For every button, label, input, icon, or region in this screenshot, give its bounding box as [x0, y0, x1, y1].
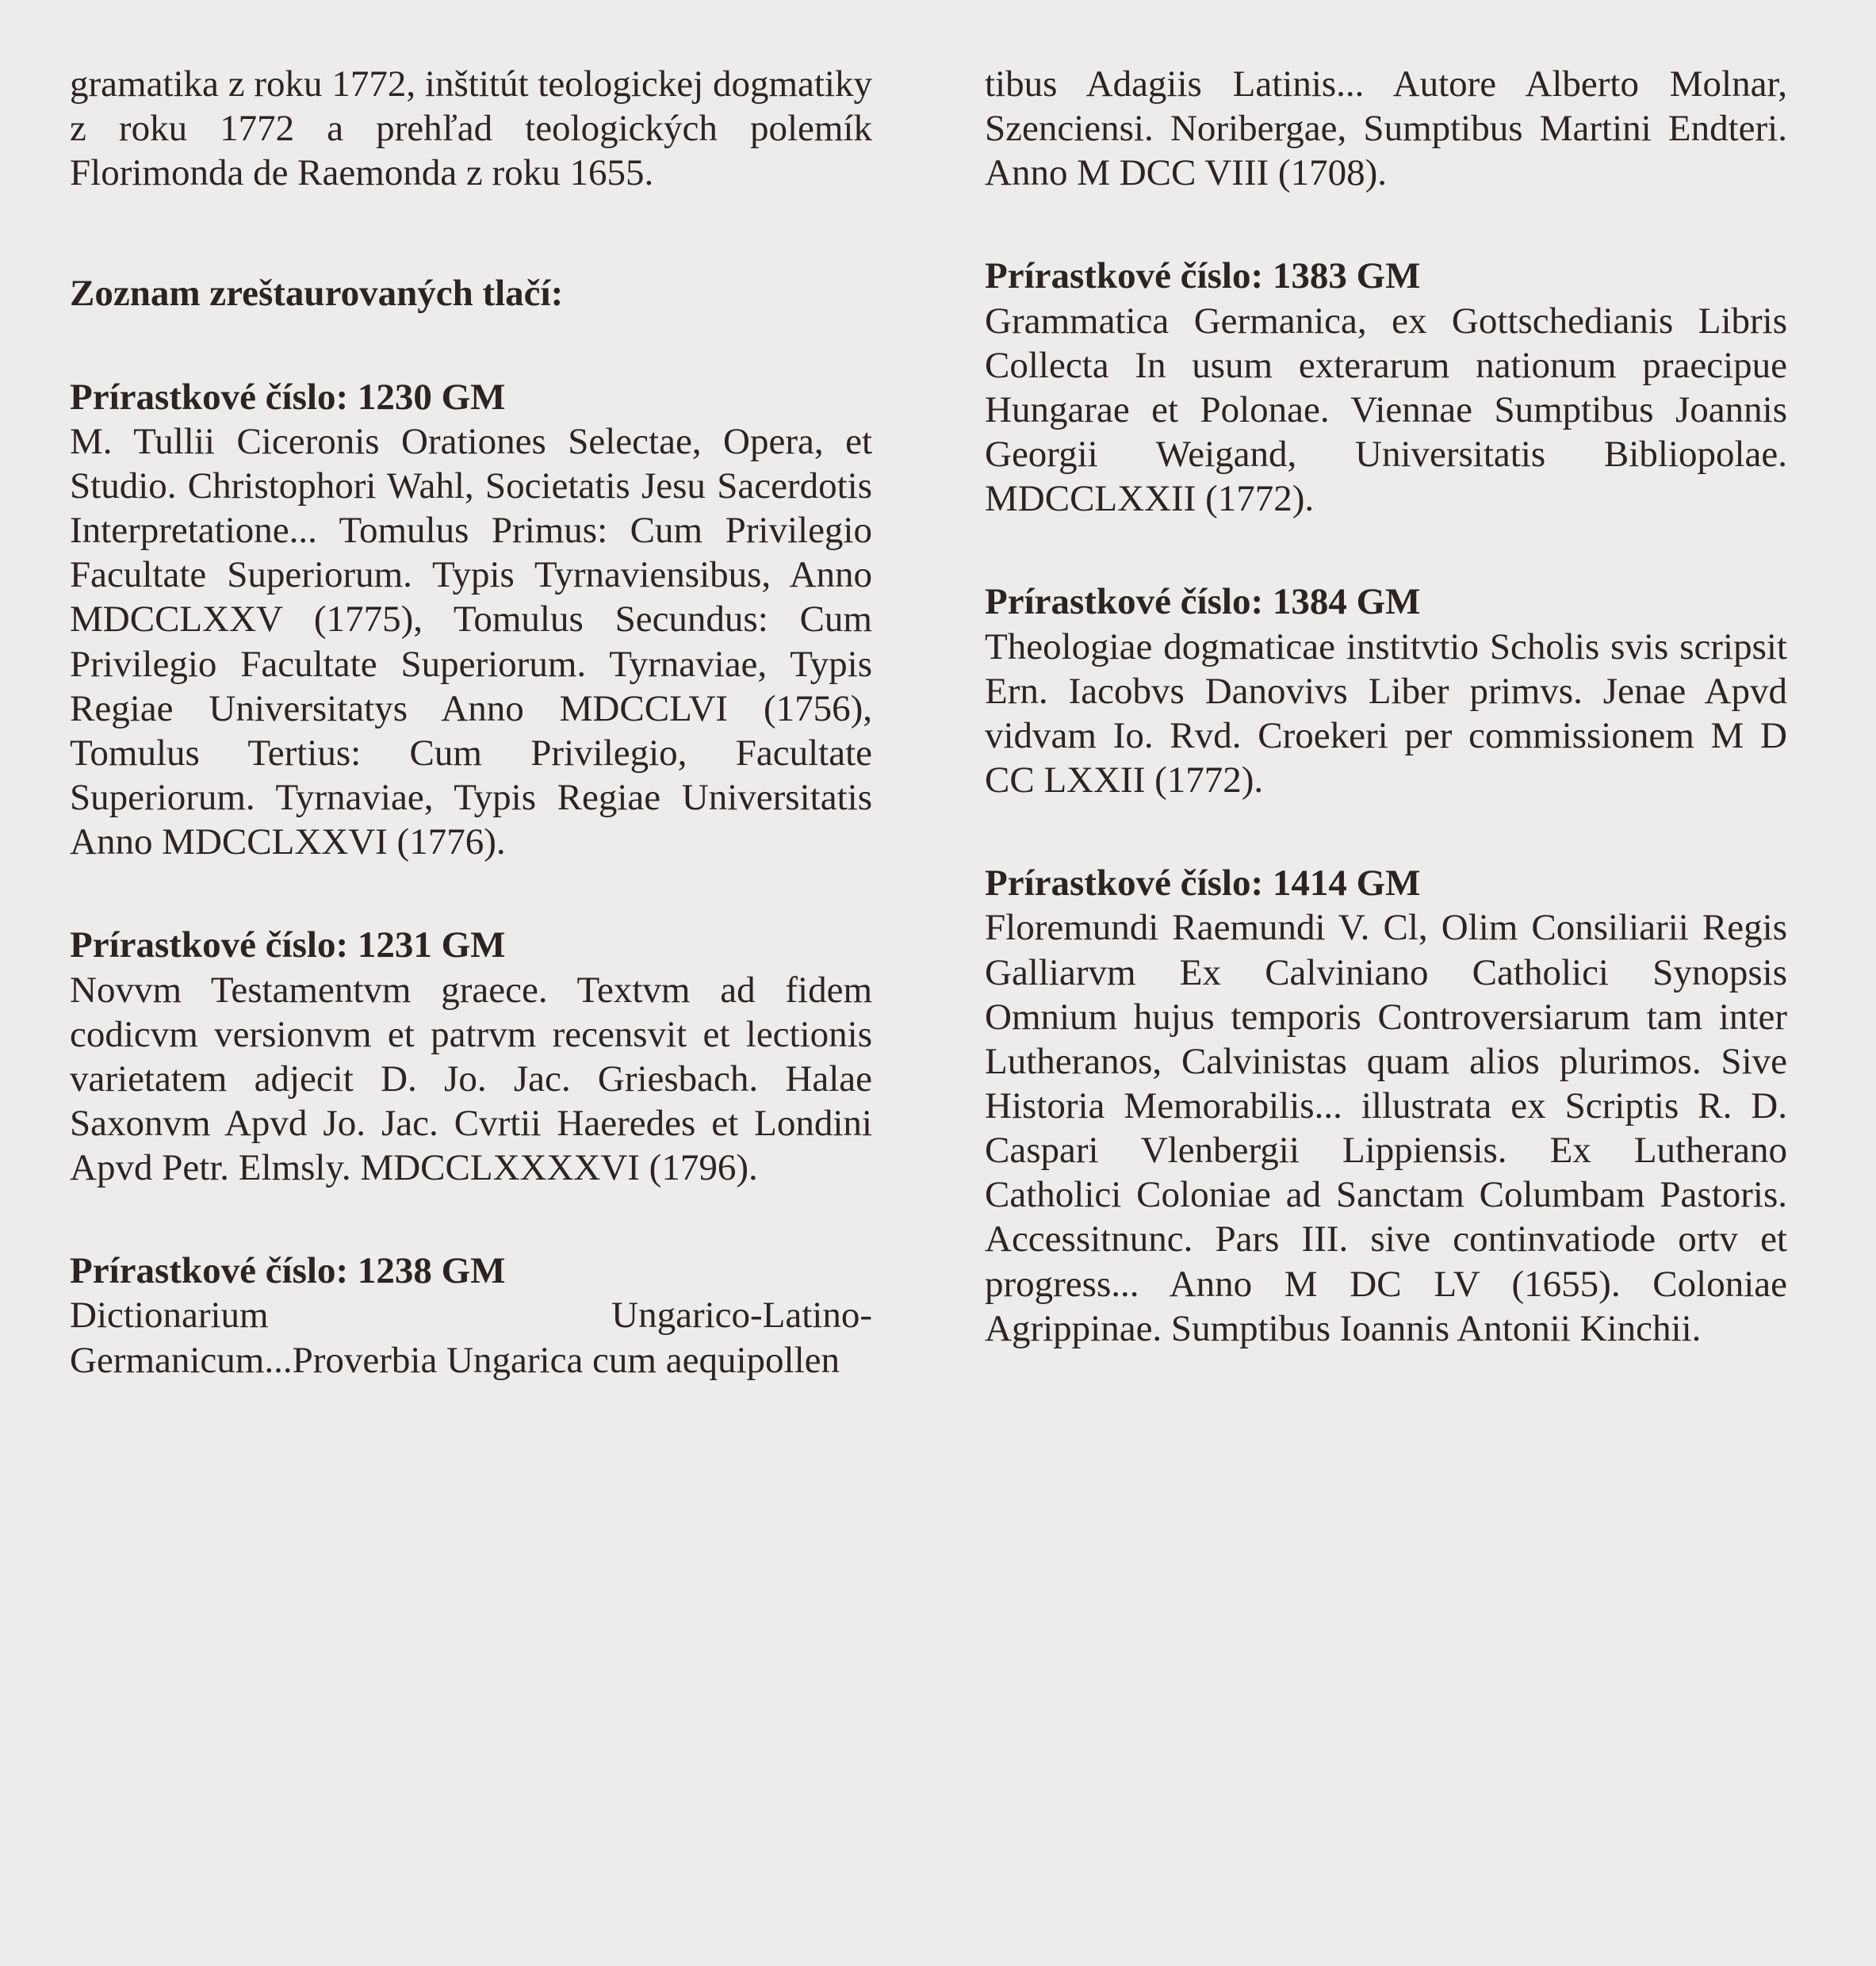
catalog-entry — [985, 254, 1787, 521]
section-title: Zoznam zreštaurovaných tlačí: — [70, 273, 564, 315]
left-column — [70, 62, 872, 1918]
entry-text: Novvm Testamentvm graece. Textvm ad fidem codicvm versionvm et patrvm recensvit et lectionis varietatem adjecit D. Jo. Jac. Griesbach. Halae Saxonvm Apvd Jo. Jac. Cvrtii Haeredes et Londini Apvd Petr. Elmsly. MDCCLXXXXVI (1796). — [70, 969, 872, 1189]
spacer — [985, 521, 1787, 579]
entry-heading: Prírastkové číslo: 1414 GM — [985, 863, 1421, 905]
entry-text: Dictionarium Ungarico-Latino-Germanicum...Proverbia Ungarica cum aequipollen — [70, 1295, 872, 1381]
catalog-entry — [985, 861, 1787, 1351]
entry-text: M. Tullii Ciceronis Orationes Selectae, Opera, et Studio. Christophori Wahl, Societatis Jesu Sacerdotis Interpretatione... Tomulus Primus: Cum Privilegio Facultate Superiorum. Typis Tyrnaviensibus, Anno MDCCLXXV (1775), Tomulus Secundus: Cum Privilegio Facultate Superiorum. Tyrnaviae, Typis Regiae Universitatys Anno MDCCLVI (1756), Tomulus Tertius: Cum Privilegio, Facultate Superiorum. Tyrnaviae, Typis Regiae Universitatis Anno MDCCLXXVI (1776). — [70, 420, 872, 863]
continuation-paragraph: tibus Adagiis Latinis... Autore Alberto Molnar, Szenciensi. Noribergae, Sumptibus Martini Endteri. Anno M DCC VIII (1708). — [985, 63, 1787, 194]
spacer — [70, 316, 872, 375]
spacer — [70, 864, 872, 923]
intro-paragraph: gramatika z roku 1772, inštitút teologickej dogmatiky z roku 1772 a prehľad teologických polemík Florimonda de Raemonda z roku 1655. — [70, 63, 872, 194]
entry-text: Theologiae dogmaticae institvtio Scholis svis scripsit Ern. Iacobvs Danovivs Liber primvs. Jenae Apvd vidvam Io. Rvd. Croekeri per commissionem M D CC LXXII (1772). — [985, 625, 1787, 801]
entry-heading: Prírastkové číslo: 1383 GM — [985, 255, 1421, 297]
entry-text: Floremundi Raemundi V. Cl, Olim Consiliarii Regis Galliarvm Ex Calviniano Catholici Synopsis Omnium hujus temporis Controversiarum tam inter Lutheranos, Calvinistas quam alios plurimos. Sive Historia Memorabilis... illustrata ex Scriptis R. D. Caspari Vlenbergii Lippiensis. Ex Lutherano Catholici Coloniae ad Sanctam Columbam Pastoris. Accessitnunc. Pars III. sive continvatiode ortv et progress... Anno M DC LV (1655). Coloniae Agrippinae. Sumptibus Ioannis Antonii Kinchii. — [985, 907, 1787, 1349]
entry-text: Grammatica Germanica, ex Gottschedianis Libris Collecta In usum exterarum nationum praecipue Hungarae et Polonae. Viennae Sumptibus Joannis Georgii Weigand, Universitatis Bibliopolae. MDCCLXXII (1772). — [985, 300, 1787, 520]
entry-heading: Prírastkové číslo: 1384 GM — [985, 581, 1421, 623]
spacer — [985, 195, 1787, 254]
entry-heading: Prírastkové číslo: 1231 GM — [70, 924, 506, 966]
entry-heading: Prírastkové číslo: 1238 GM — [70, 1250, 506, 1292]
catalog-entry — [70, 1249, 872, 1382]
spacer — [70, 1190, 872, 1249]
spacer — [70, 195, 872, 271]
catalog-entry — [70, 375, 872, 865]
entry-heading: Prírastkové číslo: 1230 GM — [70, 376, 506, 418]
spacer — [985, 802, 1787, 861]
catalog-entry — [985, 579, 1787, 802]
catalog-entry — [70, 923, 872, 1190]
right-column — [985, 62, 1787, 1918]
